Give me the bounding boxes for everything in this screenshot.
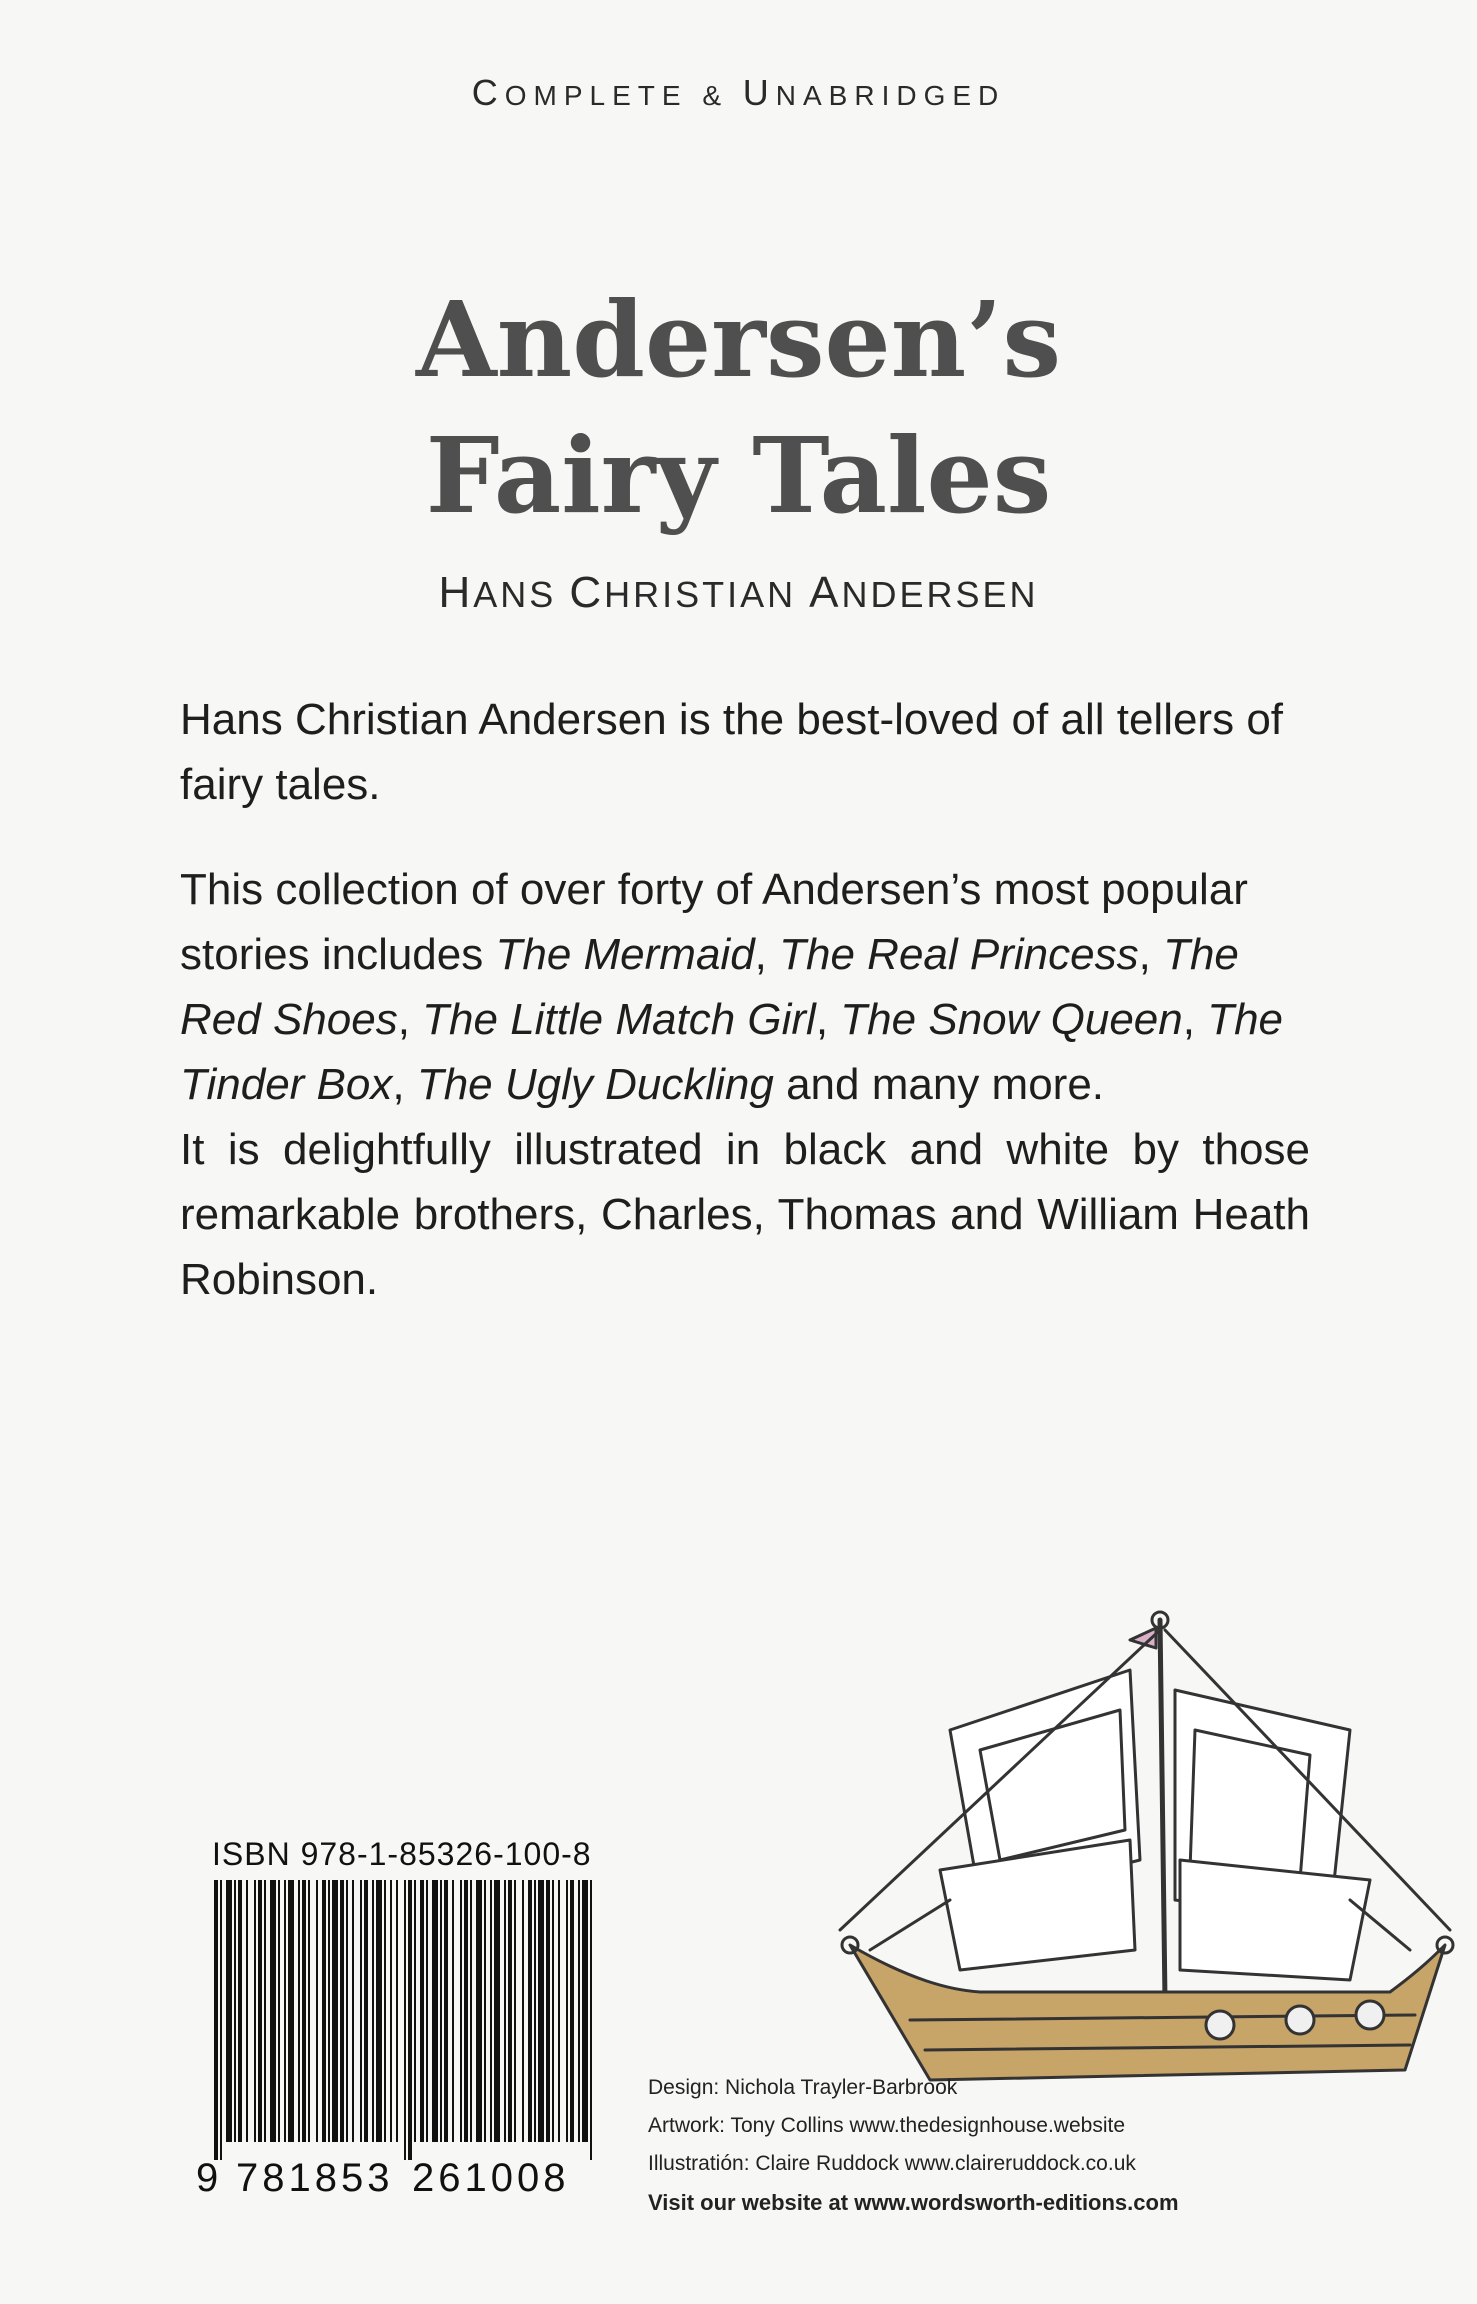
barcode-bar <box>254 1880 256 2142</box>
barcode-bar <box>414 1880 416 2142</box>
barcode-bar <box>390 1880 392 2142</box>
sailing-ship-icon <box>830 1600 1455 2120</box>
barcode-bar <box>582 1880 588 2142</box>
barcode-bar <box>376 1880 382 2142</box>
barcode-bar <box>426 1880 428 2142</box>
barcode-bar <box>246 1880 248 2142</box>
barcode-bar <box>514 1880 516 2142</box>
barcode-digits-left: 781853 <box>236 2156 394 2200</box>
barcode-bar <box>328 1880 330 2142</box>
barcode-bar <box>322 1880 326 2142</box>
blurb-paragraph-1: Hans Christian Andersen is the best-loved of all tellers of fairy tales. <box>180 695 1284 809</box>
barcode-bar <box>522 1880 524 2142</box>
barcode-bar <box>494 1880 500 2142</box>
credit-illustration: Illustratión: Claire Ruddock www.claireruddock.co.uk <box>648 2152 1136 2175</box>
book-title-line-1: Andersen’s <box>415 278 1062 401</box>
barcode-digit-lead: 9 <box>196 2156 219 2200</box>
barcode-bar <box>460 1880 462 2142</box>
barcode-bar <box>558 1880 560 2142</box>
barcode-bar <box>372 1880 374 2142</box>
barcode-bar <box>578 1880 580 2142</box>
book-title-line-2: Fairy Tales <box>425 414 1052 537</box>
credit-artwork: Artwork: Tony Collins www.thedesignhouse.website <box>648 2114 1126 2137</box>
barcode-bar <box>546 1880 550 2142</box>
barcode-bar <box>220 1880 222 2160</box>
barcode-bar <box>484 1880 486 2142</box>
barcode-bar <box>308 1880 310 2142</box>
barcode-bar <box>476 1880 482 2142</box>
author-name: HANS CHRISTIAN ANDERSEN <box>438 568 1039 617</box>
barcode-bar <box>214 1880 218 2160</box>
barcode-bar <box>408 1880 412 2160</box>
barcode-bar <box>396 1880 398 2142</box>
credit-design: Design: Nichola Trayler-Barbrook <box>648 2076 958 2099</box>
barcode-bar <box>360 1880 362 2142</box>
barcode-bar <box>352 1880 354 2142</box>
barcode-bar <box>264 1880 266 2142</box>
barcode-bar <box>590 1880 592 2160</box>
barcode-bar <box>404 1880 406 2160</box>
blurb-paragraph-3: It is delightfully illustrated in black and white by those remarkable brothers, Charles, Thomas and William Heath Robinson. <box>180 1125 1310 1304</box>
barcode-bar <box>270 1880 276 2142</box>
barcode-bar <box>490 1880 492 2142</box>
barcode-bar <box>470 1880 472 2142</box>
barcode-bar <box>464 1880 468 2142</box>
barcode-bar <box>258 1880 262 2142</box>
barcode-bar <box>534 1880 536 2142</box>
series-label: COMPLETE & UNABRIDGED <box>471 72 1006 113</box>
barcode-bar <box>420 1880 424 2142</box>
barcode-bar <box>504 1880 506 2142</box>
barcode-bar <box>278 1880 280 2142</box>
story-title: The Real Princess <box>779 930 1139 979</box>
barcode-bar <box>440 1880 442 2142</box>
barcode-bar <box>528 1880 532 2142</box>
barcode-bar <box>302 1880 306 2142</box>
barcode-bar <box>432 1880 438 2142</box>
story-title: The Ugly Duckling <box>416 1060 774 1109</box>
story-title: The Red Shoes <box>180 930 1239 1044</box>
barcode-bar <box>566 1880 568 2142</box>
barcode-bar <box>384 1880 386 2142</box>
story-title: The Tinder Box <box>180 995 1284 1109</box>
barcode-bar <box>508 1880 512 2142</box>
barcode-bar <box>538 1880 544 2142</box>
barcode-bar <box>340 1880 344 2142</box>
barcode-bar <box>234 1880 236 2142</box>
barcode-bar <box>332 1880 338 2142</box>
barcode-bar <box>298 1880 300 2142</box>
barcode-bar <box>444 1880 448 2142</box>
barcode-bar <box>284 1880 286 2142</box>
book-title <box>0 272 1477 544</box>
website-link: Visit our website at www.wordsworth-editions.com <box>648 2190 1179 2215</box>
barcode-bar <box>552 1880 554 2142</box>
barcode-bar <box>570 1880 574 2142</box>
barcode <box>212 1880 598 2160</box>
barcode-bar <box>238 1880 242 2142</box>
story-title: The Little Match Girl <box>422 995 816 1044</box>
barcode-bar <box>226 1880 232 2142</box>
story-title: The Snow Queen <box>840 995 1183 1044</box>
barcode-bar <box>452 1880 454 2142</box>
barcode-digits-right: 261008 <box>412 2156 570 2200</box>
barcode-bar <box>288 1880 294 2142</box>
isbn-label: ISBN 978-1-85326-100-8 <box>212 1836 592 1872</box>
barcode-bar <box>316 1880 318 2142</box>
story-title: The Mermaid <box>495 930 755 979</box>
barcode-bar <box>346 1880 348 2142</box>
barcode-bar <box>364 1880 368 2142</box>
blurb-paragraph-2: This collection of over forty of Andersen’s most popular stories includes The Mermaid, The Real Princess, The Red Shoes, The Little Match Girl, The Snow Queen, The Tinder Box, The Ugly Duckling and many more. <box>180 865 1284 1109</box>
